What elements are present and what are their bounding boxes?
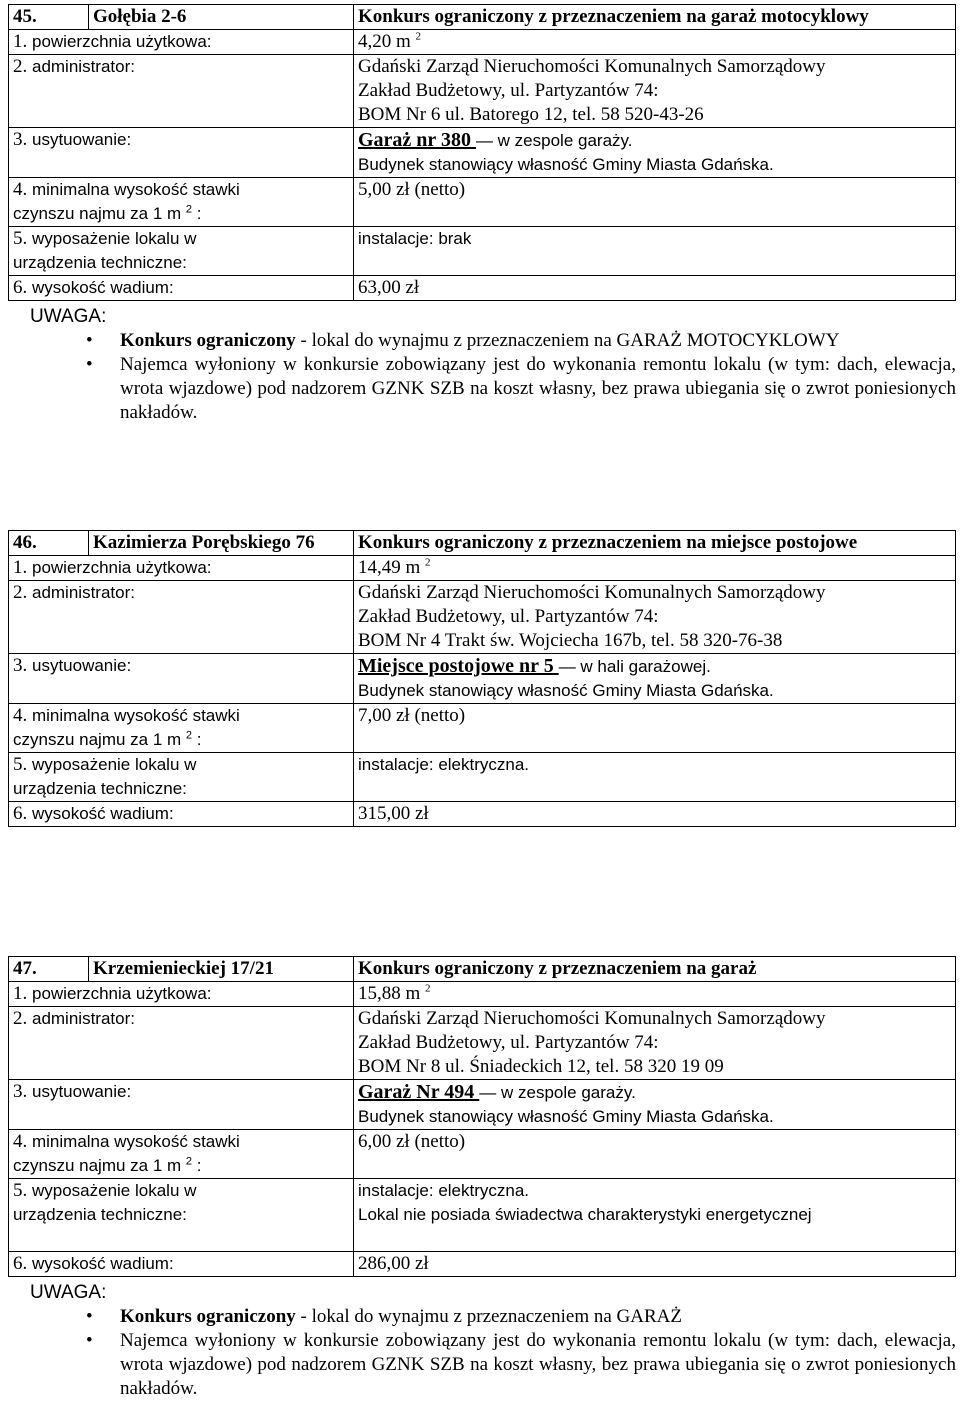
rent-row [9, 1130, 956, 1179]
rent-label-colon: : [192, 204, 202, 223]
area-unit-exponent: 2 [425, 982, 431, 995]
deposit-label: wysokość wadium: [31, 1254, 174, 1273]
admin-line-3: BOM Nr 4 Trakt św. Wojciecha 167b, tel. 58 320-76-38 [358, 630, 783, 651]
deposit-value: 286,00 zł [354, 1252, 956, 1277]
notes-heading: UWAGA: [30, 306, 107, 327]
note-text: - lokal do wynajmu z przeznaczeniem na GARAŻ MOTOCYKLOWY [295, 330, 840, 351]
equipment-label: wyposażenie lokalu w [31, 229, 197, 248]
rent-row [9, 704, 956, 753]
rent-label-colon: : [192, 730, 202, 749]
equipment-value: instalacje: elektryczna. [354, 753, 956, 802]
note-item: • Konkurs ograniczony - lokal do wynajmu z przeznaczeniem na GARAŻ MOTOCYKLOWY [86, 330, 840, 351]
dash-separator: — [558, 657, 576, 676]
admin-label: administrator: [31, 1009, 135, 1028]
deposit-row [9, 802, 956, 827]
admin-line-1: Gdański Zarząd Nieruchomości Komunalnych Samorządowy [358, 1008, 826, 1029]
location-row [9, 128, 956, 178]
note-text: Najemca wyłoniony w konkursie zobowiązany jest do wykonania remontu lokalu (w tym: dach, elewacja, wrota wjazdowe) pod nadzorem GZNK SZB na koszt własny, bez prawa ubiegania się o zwrot poniesionych nakładów. [120, 354, 956, 423]
rent-label: minimalna wysokość stawki [31, 180, 240, 199]
area-value: 15,88 m [358, 983, 421, 1004]
listing-46 [8, 530, 956, 827]
equipment-row [9, 227, 956, 276]
row-number: 5. [13, 1180, 28, 1201]
deposit-value: 63,00 zł [354, 276, 956, 301]
location-rest: w zespole garaży. [496, 1083, 636, 1102]
row-number: 5. [13, 754, 28, 775]
deposit-label: wysokość wadium: [31, 804, 174, 823]
notes-heading: UWAGA: [30, 1282, 107, 1303]
area-label: powierzchnia użytkowa: [31, 558, 212, 577]
admin-line-1: Gdański Zarząd Nieruchomości Komunalnych Samorządowy [358, 56, 826, 77]
area-unit-exponent: 2 [425, 556, 431, 569]
listing-45 [8, 4, 956, 425]
area-value: 4,20 m [358, 31, 411, 52]
dash-separator: — [479, 1083, 497, 1102]
equipment-row [9, 753, 956, 802]
rent-value: 7,00 zł (netto) [354, 704, 956, 753]
location-unit: Garaż nr 380 [358, 129, 476, 151]
equipment-label: wyposażenie lokalu w [31, 755, 197, 774]
location-owner: Budynek stanowiący własność Gminy Miasta Gdańska. [358, 681, 774, 700]
listing-title: Konkurs ograniczony z przeznaczeniem na miejsce postojowe [354, 531, 956, 556]
row-number: 3. [13, 655, 28, 676]
listing-number: 46. [9, 531, 89, 556]
location-rest: w hali garażowej. [575, 657, 711, 676]
listing-table [8, 4, 956, 301]
dash-separator: — [475, 131, 493, 150]
row-number: 4. [13, 179, 28, 200]
admin-row [9, 1007, 956, 1080]
listing-address: Krzemienieckiej 17/21 [89, 957, 354, 982]
admin-line-2: Zakład Budżetowy, ul. Partyzantów 74: [358, 80, 659, 101]
admin-row [9, 581, 956, 654]
rent-value: 5,00 zł (netto) [354, 178, 956, 227]
row-number: 1. [13, 31, 28, 52]
location-label: usytuowanie: [31, 1082, 132, 1101]
location-label: usytuowanie: [31, 656, 132, 675]
area-label: powierzchnia użytkowa: [31, 984, 212, 1003]
row-number: 1. [13, 557, 28, 578]
note-item: • Najemca wyłoniony w konkursie zobowiązany jest do wykonania remontu lokalu (w tym: dach, elewacja, wrota wjazdowe) pod nadzorem GZNK SZB na koszt własny, bez prawa ubiegania się o zwrot poniesionych nakładów. [86, 1330, 956, 1399]
deposit-label: wysokość wadium: [31, 278, 174, 297]
note-text: - lokal do wynajmu z przeznaczeniem na GARAŻ [295, 1306, 682, 1327]
listing-address: Gołębia 2-6 [89, 5, 354, 30]
admin-label: administrator: [31, 57, 135, 76]
rent-unit-exponent: 2 [185, 203, 193, 216]
rent-label: minimalna wysokość stawki [31, 706, 240, 725]
listing-table [8, 956, 956, 1277]
equipment-value: instalacje: elektryczna. [358, 1181, 530, 1200]
listing-47 [8, 956, 956, 1401]
area-value: 14,49 m [358, 557, 421, 578]
area-label: powierzchnia użytkowa: [31, 32, 212, 51]
admin-line-3: BOM Nr 8 ul. Śniadeckich 12, tel. 58 320 19 09 [358, 1056, 724, 1077]
listing-title: Konkurs ograniczony z przeznaczeniem na garaż [354, 957, 956, 982]
deposit-row [9, 276, 956, 301]
note-bold: Konkurs ograniczony [120, 1306, 296, 1327]
note-bold: Konkurs ograniczony [120, 330, 296, 351]
location-rest: w zespole garaży. [492, 131, 633, 150]
rent-row [9, 178, 956, 227]
row-number: 5. [13, 228, 28, 249]
deposit-value: 315,00 zł [354, 802, 956, 827]
deposit-row [9, 1252, 956, 1277]
area-row [9, 556, 956, 581]
equipment-value: instalacje: brak [354, 227, 956, 276]
rent-label-colon: : [192, 1156, 202, 1175]
listing-number: 45. [9, 5, 89, 30]
row-number: 4. [13, 1131, 28, 1152]
area-row [9, 30, 956, 55]
location-label: usytuowanie: [31, 130, 132, 149]
listing-header [9, 531, 956, 556]
row-number: 3. [13, 1081, 28, 1102]
row-number: 6. [13, 277, 28, 298]
admin-line-2: Zakład Budżetowy, ul. Partyzantów 74: [358, 606, 659, 627]
listing-address: Kazimierza Porębskiego 76 [89, 531, 354, 556]
location-owner: Budynek stanowiący własność Gminy Miasta Gdańska. [358, 1107, 774, 1126]
rent-label-2: czynszu najmu za 1 m [13, 204, 182, 223]
note-item: • Najemca wyłoniony w konkursie zobowiązany jest do wykonania remontu lokalu (w tym: dach, elewacja, wrota wjazdowe) pod nadzorem GZNK SZB na koszt własny, bez prawa ubiegania się o zwrot poniesionych nakładów. [86, 354, 956, 423]
listing-number: 47. [9, 957, 89, 982]
equipment-label-2: urządzenia techniczne: [13, 253, 187, 272]
equipment-row [9, 1179, 956, 1252]
row-number: 6. [13, 1253, 28, 1274]
note-text: Najemca wyłoniony w konkursie zobowiązany jest do wykonania remontu lokalu (w tym: dach, elewacja, wrota wjazdowe) pod nadzorem GZNK SZB na koszt własny, bez prawa ubiegania się o zwrot poniesionych nakładów. [120, 1330, 956, 1399]
row-number: 1. [13, 983, 28, 1004]
equipment-label-2: urządzenia techniczne: [13, 1205, 187, 1224]
energy-certificate-note: Lokal nie posiada świadectwa charakterystyki energetycznej [358, 1205, 812, 1224]
row-number: 2. [13, 582, 28, 603]
area-unit-exponent: 2 [415, 30, 422, 43]
equipment-label: wyposażenie lokalu w [31, 1181, 197, 1200]
row-number: 2. [13, 56, 28, 77]
listing-header [9, 5, 956, 30]
equipment-label-2: urządzenia techniczne: [13, 779, 187, 798]
rent-label-2: czynszu najmu za 1 m [13, 730, 182, 749]
location-owner: Budynek stanowiący własność Gminy Miasta Gdańska. [358, 155, 774, 174]
note-item: • Konkurs ograniczony - lokal do wynajmu z przeznaczeniem na GARAŻ [86, 1306, 682, 1327]
row-number: 4. [13, 705, 28, 726]
location-unit: Garaż Nr 494 [358, 1081, 480, 1103]
listing-table [8, 530, 956, 827]
admin-line-2: Zakład Budżetowy, ul. Partyzantów 74: [358, 1032, 659, 1053]
notes-list [8, 1305, 956, 1401]
rent-unit-exponent: 2 [185, 729, 193, 742]
admin-line-1: Gdański Zarząd Nieruchomości Komunalnych Samorządowy [358, 582, 826, 603]
rent-label-2: czynszu najmu za 1 m [13, 1156, 182, 1175]
rent-label: minimalna wysokość stawki [31, 1132, 240, 1151]
listing-header [9, 957, 956, 982]
admin-label: administrator: [31, 583, 135, 602]
listing-title: Konkurs ograniczony z przeznaczeniem na garaż motocyklowy [354, 5, 956, 30]
row-number: 2. [13, 1008, 28, 1029]
rent-value: 6,00 zł (netto) [354, 1130, 956, 1179]
location-row [9, 654, 956, 704]
rent-unit-exponent: 2 [185, 1155, 193, 1168]
area-row [9, 982, 956, 1007]
admin-row [9, 55, 956, 128]
row-number: 6. [13, 803, 28, 824]
notes-list [8, 329, 956, 425]
location-unit: Miejsce postojowe nr 5 [358, 655, 559, 677]
row-number: 3. [13, 129, 28, 150]
location-row [9, 1080, 956, 1130]
admin-line-3: BOM Nr 6 ul. Batorego 12, tel. 58 520-43-26 [358, 104, 704, 125]
